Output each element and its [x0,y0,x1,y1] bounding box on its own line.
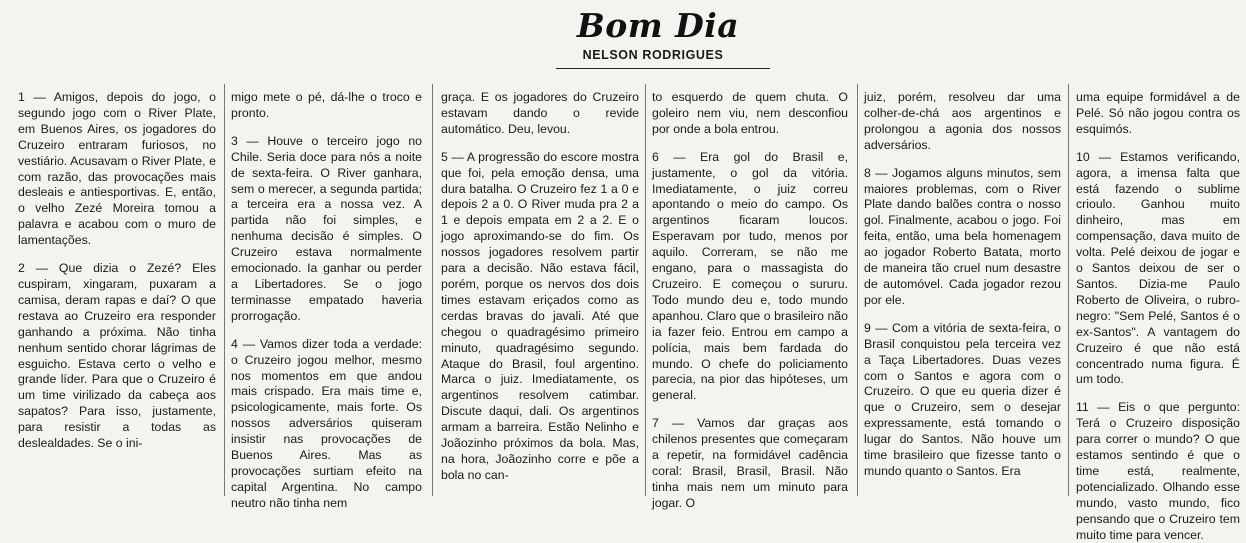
paragraph: to esquerdo de quem chuta. O goleiro nem viu, nem desconfiou por onde a bola entrou. [652,90,848,136]
title-rule [556,68,770,69]
paragraph: 1 — Amigos, depois do jogo, o segundo jogo com o River Plate, em Buenos Aires, os jogadores do Cruzeiro entraram furiosos, no vestiário. Acusavam o River Plate, e com razão, das provocações mais desleais e antiesportivas. E, então, o velho Zezé Moreira tomou a palavra e acabou com o muro de lamentações. [18,90,216,248]
text-column-3 [441,90,639,496]
paragraph: 11 — Eis o que pergunto: Terá o Cruzeiro disposição para correr o mundo? O que estamos sentindo é que o time está, realmente, potencializado. Olhando esse mundo, vasto mundo, fico pensando que o Cruzeiro tem muito time para vencer. [1076,400,1240,542]
paragraph: juiz, porém, resolveu dar uma colher-de-chá aos argentinos e prolongou a agonia dos nossos adversários. [864,90,1061,152]
paragraph: uma equipe formidável a de Pelé. Só não jogou contra os esquimós. [1076,90,1240,136]
paragraph: 9 — Com a vitória de sexta-feira, o Brasil conquistou pela terceira vez a Taça Libertadores. Duas vezes com o Santos e agora com o Cruzeiro. O que eu queria dizer é que o Cruzeiro, sem o desejar expressamente, está tomando o lugar do Santos. Não houve um time brasileiro que fizesse tanto o mundo quanto o Santos. Era [864,320,1061,478]
column-divider [1068,84,1069,496]
column-title: Bom Dia [576,6,740,45]
paragraph: 7 — Vamos dar graças aos chilenos presentes que começaram a repetir, na formidável cadência coral: Brasil, Brasil, Brasil. Não tinha mais nem um minuto para jogar. O [652,416,848,510]
paragraph: graça. E os jogadores do Cruzeiro estavam dando o revide automático. Deu, levou. [441,90,639,136]
column-divider [645,84,646,496]
text-column-1 [18,90,216,496]
paragraph: 3 — Houve o terceiro jogo no Chile. Seria doce para nós a noite de sexta-feira. O River ganhara, sem o merecer, a segunda partida; a terceira era a nossa vez. A partida não foi simples, e nenhuma decisão é simples. O Cruzeiro estava normalmente emocionado. Ia ganhar ou perder a Libertadores. Se o jogo terminasse empatado haveria prorrogação. [231,133,422,323]
paragraph: 4 — Vamos dizer toda a verdade: o Cruzeiro jogou melhor, mesmo nos momentos em que andou mais crispado. Era mais time e, psicologicamente, mais forte. Os nossos adversários quiseram insistir nas provocações de Buenos Aires. Mas as provocações surtiam efeito na capital Argentina. No campo neutro não tinha nem [231,336,422,510]
article-header [0,0,1246,78]
column-divider [857,84,858,496]
text-column-5 [864,90,1061,496]
author-byline: NELSON RODRIGUES [582,48,724,62]
paragraph: 5 — A progressão do escore mostra que foi, pela emoção densa, uma dura batalha. O Cruzeiro fez 1 a 0 e depois 2 a 0. O River muda pra 2 a 1 e depois empata em 2 a 2. E o jogo aproximando-se do fim. Os nossos jogadores resolvem partir para a decisão. Não estava fácil, porém, porque os nervos dos dois times estavam eriçados como as cerdas bravas do javali. Até que chegou o quadragésimo primeiro minuto, quadragésimo segundo. Ataque do Brasil, foul argentino. Marca o juiz. Imediatamente, os argentinos resolvem catimbar. Discute daqui, dali. Os argentinos armam a barreira. Estão Nelinho e Joãozinho próximos da bola. Mas, na hora, Joãozinho corre e põe a bola no can- [441,149,639,482]
paragraph: migo mete o pé, dá-lhe o troco e pronto. [231,90,422,120]
column-divider [432,84,433,496]
text-column-2 [231,90,422,510]
paragraph: 2 — Que dizia o Zezé? Eles cuspiram, xingaram, puxaram a camisa, deram rapas e daí? O que restava ao Cruzeiro era responder ganhando a próxima. Não tinha nenhum sentido chorar lágrimas de esguicho. Estava certo o velho e grande líder. Para que o Cruzeiro é um time virilizado da cabeça aos sapatos? Para isso, justamente, para resistir a todas as deslealdades. Se o ini- [18,261,216,451]
paragraph: 10 — Estamos verificando, agora, a imensa falta que está fazendo o sublime crioulo. Ganhou muito dinheiro, mas em compensação, dava muito de volta. Pelé deixou de jogar e o Santos deixou de ser o Santos. Dizia-me Paulo Roberto de Oliveira, o rubro-negro: "Sem Pelé, Santos é o ex-Santos". A vantagem do Cruzeiro é que não está concentrado numa figura. É um todo. [1076,149,1240,387]
text-column-6 [1076,90,1240,542]
column-divider [224,84,225,496]
paragraph: 8 — Jogamos alguns minutos, sem maiores problemas, com o River Plate dando balões contra o nosso gol. Finalmente, acabou o jogo. Foi feita, então, uma bela homenagem ao jogador Roberto Batata, morto de maneira tão cruel num desastre de automóvel. Cada jogador rezou por ele. [864,165,1061,307]
paragraph: 6 — Era gol do Brasil e, justamente, o gol da vitória. Imediatamente, o juiz correu apontando o meio do campo. Os argentinos ficaram loucos. Esperavam por tudo, menos por aquilo. Correram, se não me engano, para o massagista do Cruzeiro. E começou o sururu. Todo mundo deu e, todo mundo apanhou. Claro que o brasileiro não ia fazer feio. Entrou em campo a polícia, mais bem fardada do mundo. O chefe do policiamento parecia, na pior das hipóteses, um general. [652,149,848,403]
text-column-4 [652,90,848,510]
